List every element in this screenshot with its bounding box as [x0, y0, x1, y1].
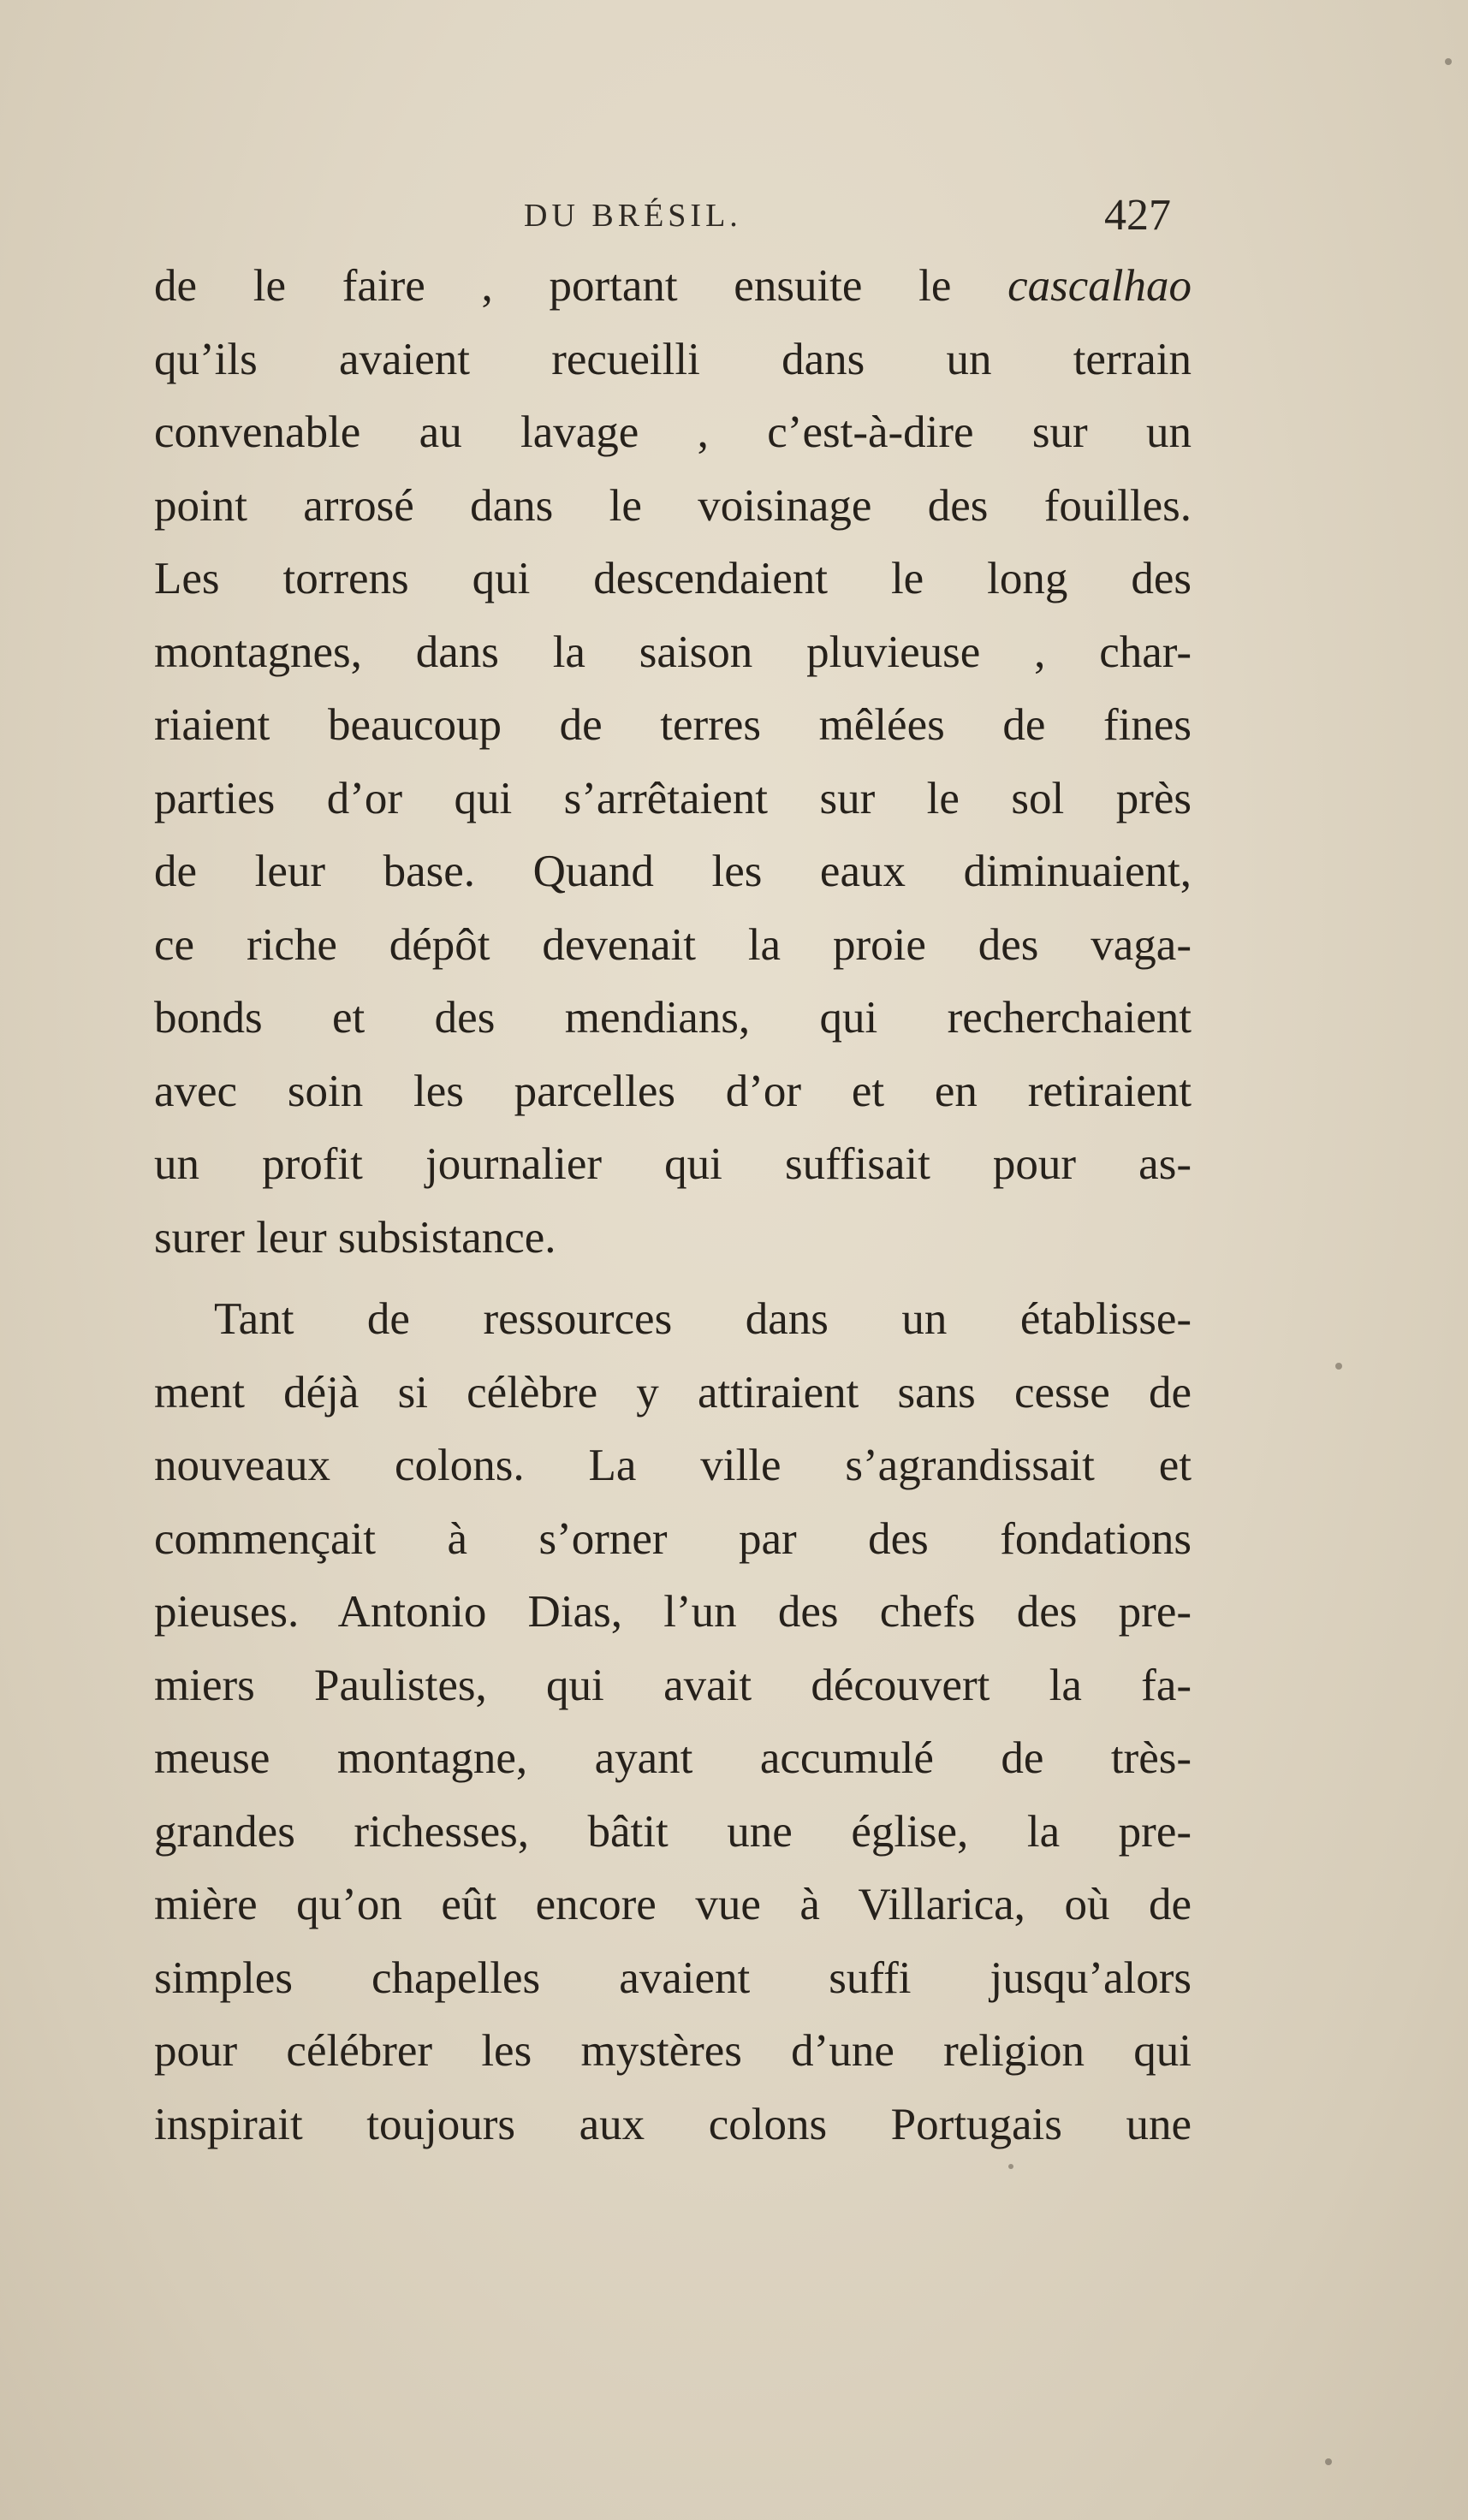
text-line: grandes richesses, bâtit une église, la pre-: [154, 1806, 1192, 1857]
text-line: nouveaux colons. La ville s’agrandissait et: [154, 1441, 1192, 1490]
text-line: inspirait toujours aux colons Portugais une: [154, 2099, 1192, 2149]
text-line: bonds et des mendians, qui recherchaient: [154, 993, 1192, 1043]
text-line: point arrosé dans le voisinage des fouilles.: [154, 480, 1192, 531]
italic-word: cascalhao: [1007, 261, 1192, 311]
running-head: [0, 190, 1468, 241]
text-line: avec soin les parcelles d’or et en retiraient: [154, 1066, 1192, 1116]
body-text: [154, 250, 1192, 2161]
text-line: surer leur subsistance.: [154, 1212, 556, 1263]
text-line: pieuses. Antonio Dias, l’un des chefs des pre-: [154, 1587, 1192, 1637]
running-title: DU BRÉSIL.: [524, 198, 742, 234]
text-line: meuse montagne, ayant accumulé de très-: [154, 1733, 1192, 1783]
text-line: montagnes, dans la saison pluvieuse , char-: [154, 627, 1192, 677]
text-line: qu’ils avaient recueilli dans un terrain: [154, 334, 1192, 384]
text-line: Les torrens qui descendaient le long des: [154, 554, 1192, 603]
text-line: simples chapelles avaient suffi jusqu’alors: [154, 1952, 1192, 2003]
paper-speck: [1325, 2458, 1332, 2465]
paper-speck: [1445, 58, 1452, 65]
text-line: mière qu’on eût encore vue à Villarica, où de: [154, 1880, 1192, 1929]
text-line: commençait à s’orner par des fondations: [154, 1513, 1192, 1564]
line-text: de le faire , portant ensuite le: [154, 261, 1008, 311]
text-line: [154, 250, 1192, 324]
text-line: convenable au lavage , c’est-à-dire sur un: [154, 407, 1192, 457]
text-line: un profit journalier qui suffisait pour as-: [154, 1139, 1192, 1189]
paper-speck: [1335, 1363, 1342, 1370]
paper-speck: [1008, 2164, 1013, 2169]
page-number: 427: [1104, 191, 1171, 240]
text-line: ment déjà si célèbre y attiraient sans cesse de: [154, 1367, 1192, 1418]
text-line: pour célébrer les mystères d’une religion qui: [154, 2026, 1192, 2076]
paragraph-start-line: Tant de ressources dans un établisse-: [214, 1294, 1192, 1344]
text-line: de leur base. Quand les eaux diminuaient,: [154, 847, 1192, 896]
text-line: miers Paulistes, qui avait découvert la fa-: [154, 1660, 1192, 1710]
text-line: parties d’or qui s’arrêtaient sur le sol près: [154, 773, 1192, 823]
text-line: ce riche dépôt devenait la proie des vaga-: [154, 919, 1192, 970]
text-line: riaient beaucoup de terres mêlées de fines: [154, 700, 1192, 750]
